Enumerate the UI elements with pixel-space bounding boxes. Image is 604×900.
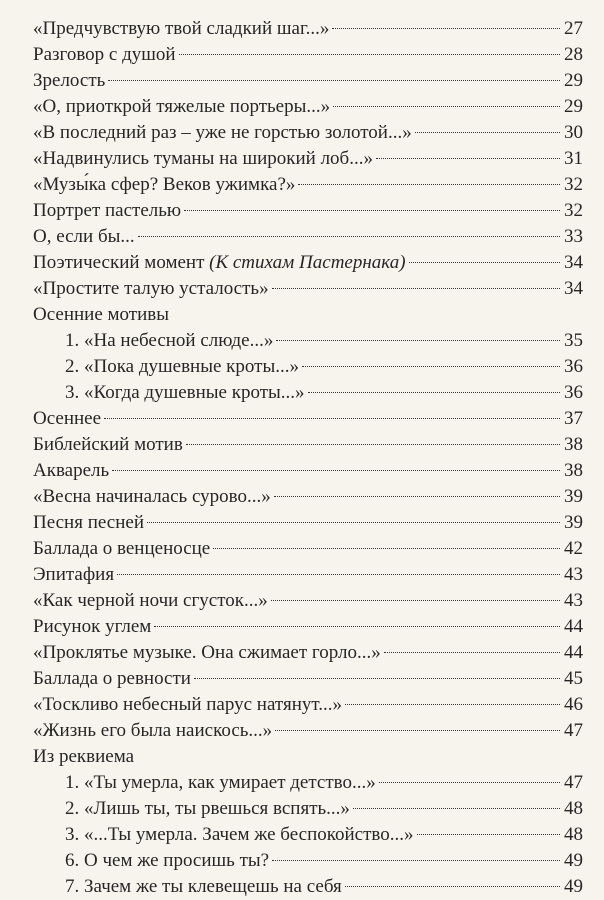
toc-entry-title: Эпитафия [33,564,115,585]
toc-entry-title: Акварель [33,460,110,481]
toc-entry-title: О, если бы... [33,226,135,247]
dot-leader [272,860,560,861]
toc-entry [33,328,583,354]
toc-entry-title: «Как черной ночи сгусток...» [33,590,268,611]
toc-entry [33,406,583,432]
toc-entry-title: Портрет пастелью [33,200,182,221]
toc-entry-title: 7. Зачем же ты клевещешь на себя [65,876,342,897]
toc-page-number: 36 [564,382,583,403]
toc-page-number: 44 [564,616,583,637]
dot-leader [353,808,560,809]
toc-page-number: 48 [564,798,583,819]
toc-entry-title: Зрелость [33,70,106,91]
toc-page-number: 34 [564,252,583,273]
dot-leader [179,54,560,55]
toc-entry-title: Разговор с душой [33,44,176,65]
toc-entry [33,562,583,588]
toc-entry-title: «Надвинулись туманы на широкий лоб...» [33,148,373,169]
dot-leader [147,522,560,523]
dot-leader [333,106,560,107]
dot-leader [112,470,560,471]
toc-entry-title: Библейский мотив [33,434,183,455]
toc-entry [33,666,583,692]
dot-leader [332,28,560,29]
toc-page-number: 29 [564,70,583,91]
toc-page-number: 27 [564,18,583,39]
toc-entry [33,380,583,406]
toc-entry-title: Баллада о венценосце [33,538,211,559]
toc-page-number: 46 [564,694,583,715]
toc-entry-title: «Музы́ка сфер? Веков ужимка?» [33,174,296,195]
toc-page-number: 43 [564,590,583,611]
toc-page-number: 48 [564,824,583,845]
toc-entry [33,536,583,562]
toc-entry-title: «Предчувствую твой сладкий шаг...» [33,18,330,39]
toc-page-number: 43 [564,564,583,585]
toc-entry [33,614,583,640]
toc-entry-title: 6. О чем же просишь ты? [65,850,270,871]
toc-entry [33,796,583,822]
toc-page-number: 33 [564,226,583,247]
toc-page-number: 31 [564,148,583,169]
toc-entry [33,588,583,614]
toc-page-number: 38 [564,434,583,455]
dot-leader [184,210,560,211]
toc-entry [33,16,583,42]
toc-entry [33,224,583,250]
toc-entry [33,484,583,510]
toc-entry [33,692,583,718]
toc-page-number: 44 [564,642,583,663]
dot-leader [271,600,560,601]
toc-entry-title: «Тоскливо небесный парус натянут...» [33,694,342,715]
table-of-contents [33,16,583,900]
toc-page-number: 42 [564,538,583,559]
toc-entry [33,276,583,302]
toc-entry-title: Рисунок углем [33,616,152,637]
toc-page-number: 38 [564,460,583,481]
toc-page-number: 28 [564,44,583,65]
dot-leader [415,132,560,133]
toc-page-number: 34 [564,278,583,299]
dot-leader [272,288,560,289]
toc-entry-title: «Весна начиналась сурово...» [33,486,271,507]
toc-entry [33,510,583,536]
toc-page-number: 39 [564,486,583,507]
dot-leader [108,80,560,81]
toc-section-heading: Осенние мотивы [33,304,169,325]
dot-leader [138,236,560,237]
toc-page-number: 45 [564,668,583,689]
toc-entry [33,718,583,744]
toc-entry-title: «Проклятье музыке. Она сжимает горло...» [33,642,381,663]
toc-entry-title: Песня песней [33,512,144,533]
toc-page-number: 49 [564,850,583,871]
toc-entry-title: 1. «На небесной слюде...» [65,330,274,351]
dot-leader [275,730,560,731]
dot-leader [213,548,560,549]
dot-leader [417,834,561,835]
toc-page-number: 32 [564,200,583,221]
toc-entry-title: 3. «...Ты умерла. Зачем же беспокойство...» [65,824,414,845]
toc-entry [33,94,583,120]
toc-page-number: 36 [564,356,583,377]
toc-entry [33,848,583,874]
toc-entry-title: 2. «Пока душевные кроты...» [65,356,299,377]
toc-entry-title: 2. «Лишь ты, ты рвешься вспять...» [65,798,350,819]
toc-entry [33,874,583,900]
dot-leader [308,392,560,393]
toc-entry [33,432,583,458]
toc-page-number: 35 [564,330,583,351]
toc-entry [33,250,583,276]
dot-leader [276,340,560,341]
toc-page-number: 29 [564,96,583,117]
toc-entry-title: «Простите талую усталость» [33,278,269,299]
dot-leader [298,184,560,185]
toc-page-number: 39 [564,512,583,533]
toc-entry [33,68,583,94]
toc-entry [33,198,583,224]
dot-leader [186,444,560,445]
toc-entry [33,120,583,146]
dot-leader [376,158,560,159]
dot-leader [384,652,560,653]
toc-page-number: 30 [564,122,583,143]
toc-entry [33,822,583,848]
toc-entry [33,640,583,666]
toc-entry-title: Поэтический момент (К стихам Пастернака) [33,252,406,273]
toc-entry-title: 1. «Ты умерла, как умирает детство...» [65,772,376,793]
dot-leader [274,496,560,497]
toc-entry [33,458,583,484]
dot-leader [302,366,560,367]
toc-entry-title: Осеннее [33,408,102,429]
dot-leader [154,626,560,627]
dot-leader [345,886,560,887]
toc-entry [33,354,583,380]
toc-entry [33,42,583,68]
toc-page-number: 47 [564,772,583,793]
dot-leader [194,678,560,679]
toc-page-number: 37 [564,408,583,429]
toc-entry-title: 3. «Когда душевные кроты...» [65,382,305,403]
dot-leader [409,262,560,263]
toc-section-heading: Из реквиема [33,746,135,767]
toc-entry [33,172,583,198]
toc-entry-title: «Жизнь его была наискось...» [33,720,273,741]
dot-leader [117,574,560,575]
toc-entry [33,146,583,172]
dot-leader [345,704,560,705]
toc-entry-title: Баллада о ревности [33,668,191,689]
toc-entry-title: «О, приоткрой тяжелые портьеры...» [33,96,331,117]
toc-page-number: 47 [564,720,583,741]
dot-leader [379,782,560,783]
dot-leader [104,418,560,419]
toc-page-number: 49 [564,876,583,897]
toc-entry-title: «В последний раз – уже не горстью золотой...» [33,122,412,143]
toc-entry-subtitle: (К стихам Пастернака) [209,252,406,273]
toc-page-number: 32 [564,174,583,195]
toc-entry [33,770,583,796]
